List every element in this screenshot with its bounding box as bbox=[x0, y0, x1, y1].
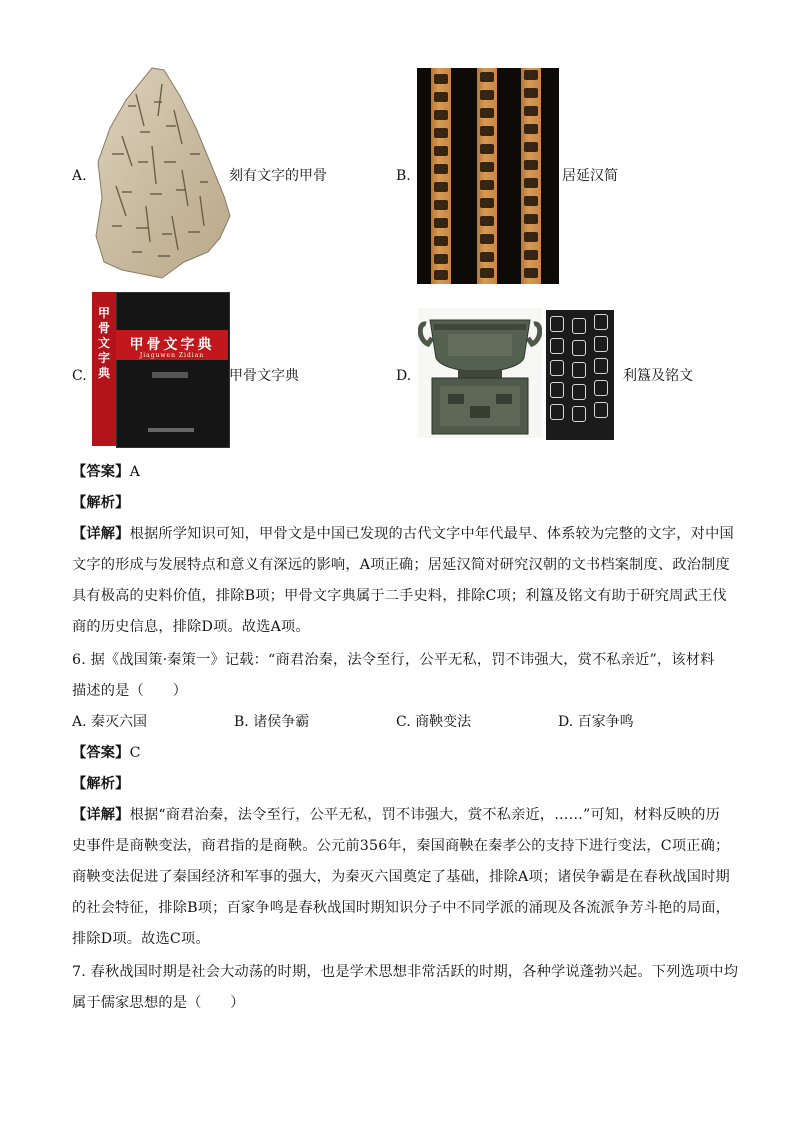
q5-analysis-label: 【解析】 bbox=[72, 495, 130, 511]
bamboo-slips-image bbox=[417, 68, 559, 284]
q6-detail-line-2: 史事件是商鞅变法，商君指的是商鞅。公元前356年，秦国商鞅在秦孝公的支持下进行变法，C项正确； bbox=[72, 838, 730, 854]
q6-option-c-letter: C. bbox=[396, 714, 411, 730]
option-a-caption: 刻有文字的甲骨 bbox=[229, 168, 327, 184]
q6-stem-line-2: 描述的是（ ） bbox=[72, 683, 188, 699]
q6-option-d-letter: D. bbox=[558, 714, 574, 730]
q6-option-b-text: 诸侯争霸 bbox=[253, 714, 310, 730]
q7-stem-line-2: 属于儒家思想的是（ ） bbox=[72, 995, 245, 1011]
q5-answer-label: 【答案】 bbox=[72, 464, 130, 480]
q6-answer-label: 【答案】 bbox=[72, 745, 130, 761]
book-cover-title: 甲骨文字典 bbox=[129, 337, 215, 353]
q6-option-d bbox=[558, 712, 634, 732]
q6-option-b-letter: B. bbox=[234, 714, 249, 730]
q6-answer-value: C bbox=[129, 745, 141, 761]
option-b-caption: 居延汉简 bbox=[562, 168, 618, 184]
q6-option-c-text: 商鞅变法 bbox=[415, 714, 472, 730]
q7-stem-line-1: 7. 春秋战国时期是社会大动荡的时期，也是学术思想非常活跃的时期，各种学说蓬勃兴起。下列选项中均 bbox=[72, 964, 739, 980]
q6-detail-text-1: 根据“商君治秦，法令至行，公平无私，罚不讳强大，赏不私亲近，……”可知，材料反映的历 bbox=[129, 807, 720, 823]
q6-option-d-text: 百家争鸣 bbox=[577, 714, 634, 730]
q6-option-a-letter: A. bbox=[72, 714, 87, 730]
option-d-caption: 利簋及铭文 bbox=[623, 368, 693, 384]
book-cover-pinyin: Jiaguwen Zidian bbox=[139, 352, 205, 359]
q5-detail-line-4: 商的历史信息，排除D项。故选A项。 bbox=[72, 619, 310, 635]
q6-stem-line-1: 6. 据《战国策·秦策一》记载：“商君治秦，法令至行，公平无私，罚不讳强大，赏不私亲近”，该材料 bbox=[72, 652, 715, 668]
option-d-letter: D. bbox=[396, 368, 412, 384]
q6-option-c bbox=[396, 712, 471, 732]
option-c-caption: 甲骨文字典 bbox=[229, 368, 299, 384]
option-c-letter: C. bbox=[72, 368, 87, 384]
dictionary-book-image bbox=[92, 292, 230, 446]
q5-detail-line-2: 文字的形成与发展特点和意义有深远的影响，A项正确；居延汉简对研究汉朝的文书档案制度、政治制度 bbox=[72, 557, 730, 573]
q6-detail-line-5: 排除D项。故选C项。 bbox=[72, 931, 210, 947]
q5-answer-value: A bbox=[129, 464, 141, 480]
q6-answer-line bbox=[72, 743, 722, 763]
q6-analysis-label: 【解析】 bbox=[72, 776, 130, 792]
q6-detail-label: 【详解】 bbox=[72, 807, 130, 823]
book-spine-title: 甲骨文字典 bbox=[97, 306, 110, 380]
q6-option-a-text: 秦灭六国 bbox=[91, 714, 148, 730]
q6-option-b bbox=[234, 712, 309, 732]
q5-detail-line-1 bbox=[72, 524, 734, 544]
inscription-rubbing-image bbox=[546, 310, 614, 440]
option-b-letter: B. bbox=[396, 168, 411, 184]
q5-answer-line bbox=[72, 462, 722, 482]
q5-detail-label: 【详解】 bbox=[72, 526, 130, 542]
q5-detail-line-3: 具有极高的史料价值，排除B项；甲骨文字典属于二手史料，排除C项；利簋及铭文有助于研究周武王伐 bbox=[72, 588, 727, 604]
option-a-letter: A. bbox=[72, 168, 87, 184]
q6-detail-line-4: 的社会特征，排除B项；百家争鸣是春秋战国时期知识分子中不同学派的涌现及各流派争芳斗艳的局面， bbox=[72, 900, 731, 916]
oracle-bone-image bbox=[92, 66, 232, 280]
q6-detail-line-3: 商鞅变法促进了秦国经济和军事的强大，为秦灭六国奠定了基础，排除A项；诸侯争霸是在春秋战国时期 bbox=[72, 869, 730, 885]
q5-detail-text-1: 根据所学知识可知，甲骨文是中国已发现的古代文字中年代最早、体系较为完整的文字，对中国 bbox=[129, 526, 734, 542]
q6-option-a bbox=[72, 712, 147, 732]
li-gui-bronze-image bbox=[418, 308, 542, 438]
q6-detail-line-1 bbox=[72, 805, 722, 825]
